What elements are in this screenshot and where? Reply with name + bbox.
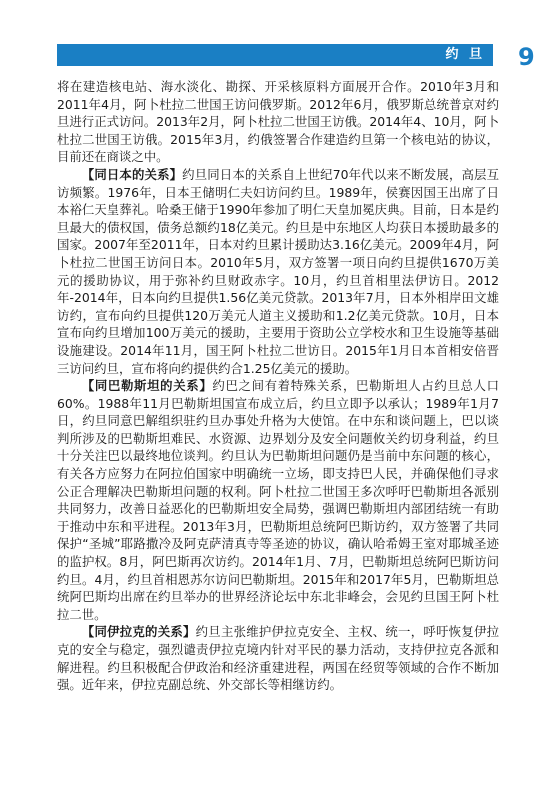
paragraph-text: 约旦主张维护伊拉克安全、主权、统一，呼吁恢复伊拉克的安全与稳定，强烈谴责伊拉克境内针对平民的暴力活动，支持伊拉克各派和解进程。约旦积极配合伊政治和经济重建进程，两国在经贸等领域的合作不断加强。近年来，伊拉克副总统、外交部长等相继访约。 [57,624,500,693]
paragraph-text: 约巴之间有着特殊关系，巴勒斯坦人占约旦总人口60%。1988年11月巴勒斯坦国宣布成立后，约旦立即予以承认；1989年1月7日，约旦同意巴解组织驻约旦办事处升格为大使馆。在中东和谈问题上，巴以谈判所涉及的巴勒斯坦难民、水资源、边界划分及安全问题攸关约切身利益，约旦十分关注巴以最终地位谈判。约旦认为巴勒斯坦问题仍是当前中东问题的核心，有关各方应努力在阿拉伯国家中明确统一立场，即支持巴人民，并确保他们寻求公正合理解决巴勒斯坦问题的权利。阿卜杜拉二世国王多次呼吁巴勒斯坦各派别共同努力，改善日益恶化的巴勒斯坦安全局势，强调巴勒斯坦内部团结统一有助于推动中东和平进程。2013年3月，巴勒斯坦总统阿巴斯访约，双方签署了共同保护“圣城”耶路撒冷及阿克萨清真寺等圣迹的协议，确认哈希姆王室对耶城圣迹的监护权。8月，阿巴斯再次访约。2014年1月、7月，巴勒斯坦总统阿巴斯访问约旦。4月，约旦首相恩苏尔访问巴勒斯坦。2015年和2017年5月，巴勒斯坦总统阿巴斯均出席在约旦举办的世界经济论坛中东北非峰会，会见约旦国王阿卜杜拉二世。 [57,378,500,622]
body-text [57,78,499,694]
page-number: 9 [518,43,535,71]
paragraph-text: 将在建造核电站、海水淡化、勘探、开采核原料方面展开合作。2010年3月和2011年4月，阿卜杜拉二世国王访问俄罗斯。2012年6月，俄罗斯总统普京对约旦进行正式访问。2013年2月，阿卜杜拉二世国王访俄。2014年4、10月，阿卜杜拉二世国王访俄。2015年3月，约俄签署合作建造约旦第一个核电站的协议，目前还在商谈之中。 [57,79,499,165]
paragraph-text: 约旦同日本的关系自上世纪70年代以来不断发展，高层互访频繁。1976年，日本王储明仁夫妇访问约旦。1989年，侯赛因国王出席了日本裕仁天皇葬礼。哈桑王储于1990年参加了明仁天皇加冕庆典。目前，日本是约旦最大的债权国，债务总额约18亿美元。约旦是中东地区人均获日本援助最多的国家。2007年至2011年，日本对约旦累计援助达3.16亿美元。2009年4月，阿卜杜拉二世国王访问日本。2010年5月，双方签署一项日向约旦提供1670万美元的援助协议，用于弥补约旦财政赤字。10月，约旦首相里法伊访日。2012年-2014年，日本向约旦提供1.56亿美元贷款。2013年7月，日本外相岸田文雄访约，宣布向约旦提供120万美元人道主义援助和1.2亿美元贷款。10月，日本宣布向约旦增加100万美元的援助，主要用于资助公立学校水和卫生设施等基础设施建设。2014年11月，国王阿卜杜拉二世访日。2015年1月日本首相安倍晋三访问约旦，宣布将向约提供约合1.25亿美元的援助。 [57,166,499,376]
paragraph-russia-continued [57,78,499,166]
paragraph-japan [57,166,499,377]
paragraph-heading: 【同伊拉克的关系】 [81,624,196,640]
paragraph-heading: 【同巴勒斯坦的关系】 [81,378,213,394]
section-header-bar [57,44,493,66]
paragraph-iraq [57,623,499,693]
paragraph-heading: 【同日本的关系】 [81,166,183,182]
section-title: 约 旦 [445,47,485,62]
paragraph-palestine [57,377,499,623]
